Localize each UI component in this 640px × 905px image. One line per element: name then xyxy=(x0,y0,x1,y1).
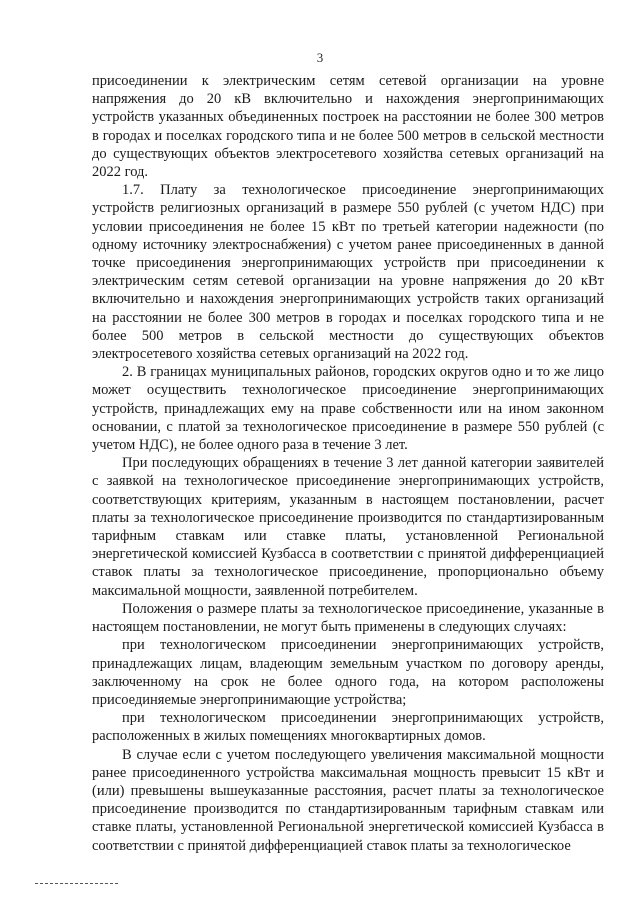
paragraph: Положения о размере платы за технологическое присоединение, указанные в настоящем постановлении, не могут быть применены в следующих случаях: xyxy=(92,600,604,636)
document-body xyxy=(92,72,604,855)
paragraph: 1.7. Плату за технологическое присоединение энергопринимающих устройств религиозных организаций в размере 550 рублей (с учетом НДС) при условии присоединения не более 15 кВт по третьей категории надежности (по одному источнику электроснабжения) с учетом ранее присоединенных в данной точке присоединения энергопринимающих устройств при присоединении к электрическим сетям сетевой организации на уровне напряжения до 20 кВт включительно и нахождения энергопринимающих устройств таких организаций на расстоянии не более 300 метров в городах и поселках городского типа и не более 500 метров в сельской местности до существующих объектов электросетевого хозяйства сетевых организаций на 2022 год. xyxy=(92,182,604,363)
paragraph: при технологическом присоединении энергопринимающих устройств, расположенных в жилых помещениях многоквартирных домов. xyxy=(92,710,604,745)
paragraph: присоединении к электрическим сетям сетевой организации на уровне напряжения до 20 кВ включительно и нахождения энергопринимающих устройств указанных объединенных построек на расстоянии не более 300 метров в городах и поселках городского типа и не более 500 метров в сельской местности до существующих объектов электросетевого хозяйства сетевых организаций на 2022 год. xyxy=(92,73,604,181)
footer-rule xyxy=(35,883,118,884)
paragraph: при технологическом присоединении энергопринимающих устройств, принадлежащих лицам, владеющим земельным участком по договору аренды, заключенному на срок не более одного года, на котором расположены присоединяемые энергопринимающие устройства; xyxy=(92,637,604,708)
page-number: 3 xyxy=(316,50,324,65)
paragraph: В случае если с учетом последующего увеличения максимальной мощности ранее присоединенного устройства максимальная мощность превысит 15 кВт и (или) превышены вышеуказанные расстояния, расчет платы за технологическое присоединение производится по стандартизированным тарифным ставкам или ставке платы, установленной Региональной энергетической комиссией Кузбасса в соответствии с принятой дифференциацией ставок платы за технологическое xyxy=(92,746,604,854)
paragraph: 2. В границах муниципальных районов, городских округов одно и то же лицо может осуществить технологическое присоединение энергопринимающих устройств, принадлежащих ему на праве собственности или на ином законном основании, с платой за технологическое присоединение в размере 550 рублей (с учетом НДС), не более одного раза в течение 3 лет. xyxy=(92,364,604,454)
paragraph: При последующих обращениях в течение 3 лет данной категории заявителей с заявкой на технологическое присоединение энергопринимающих устройств, соответствующих критериям, указанным в настоящем постановлении, расчет платы за технологическое присоединение производится по стандартизированным тарифным ставкам или ставке платы, установленной Региональной энергетической комиссией Кузбасса в соответствии с принятой дифференциацией ставок платы за технологическое присоединение, пропорционально объему максимальной мощности, заявленной потребителем. xyxy=(92,455,604,599)
